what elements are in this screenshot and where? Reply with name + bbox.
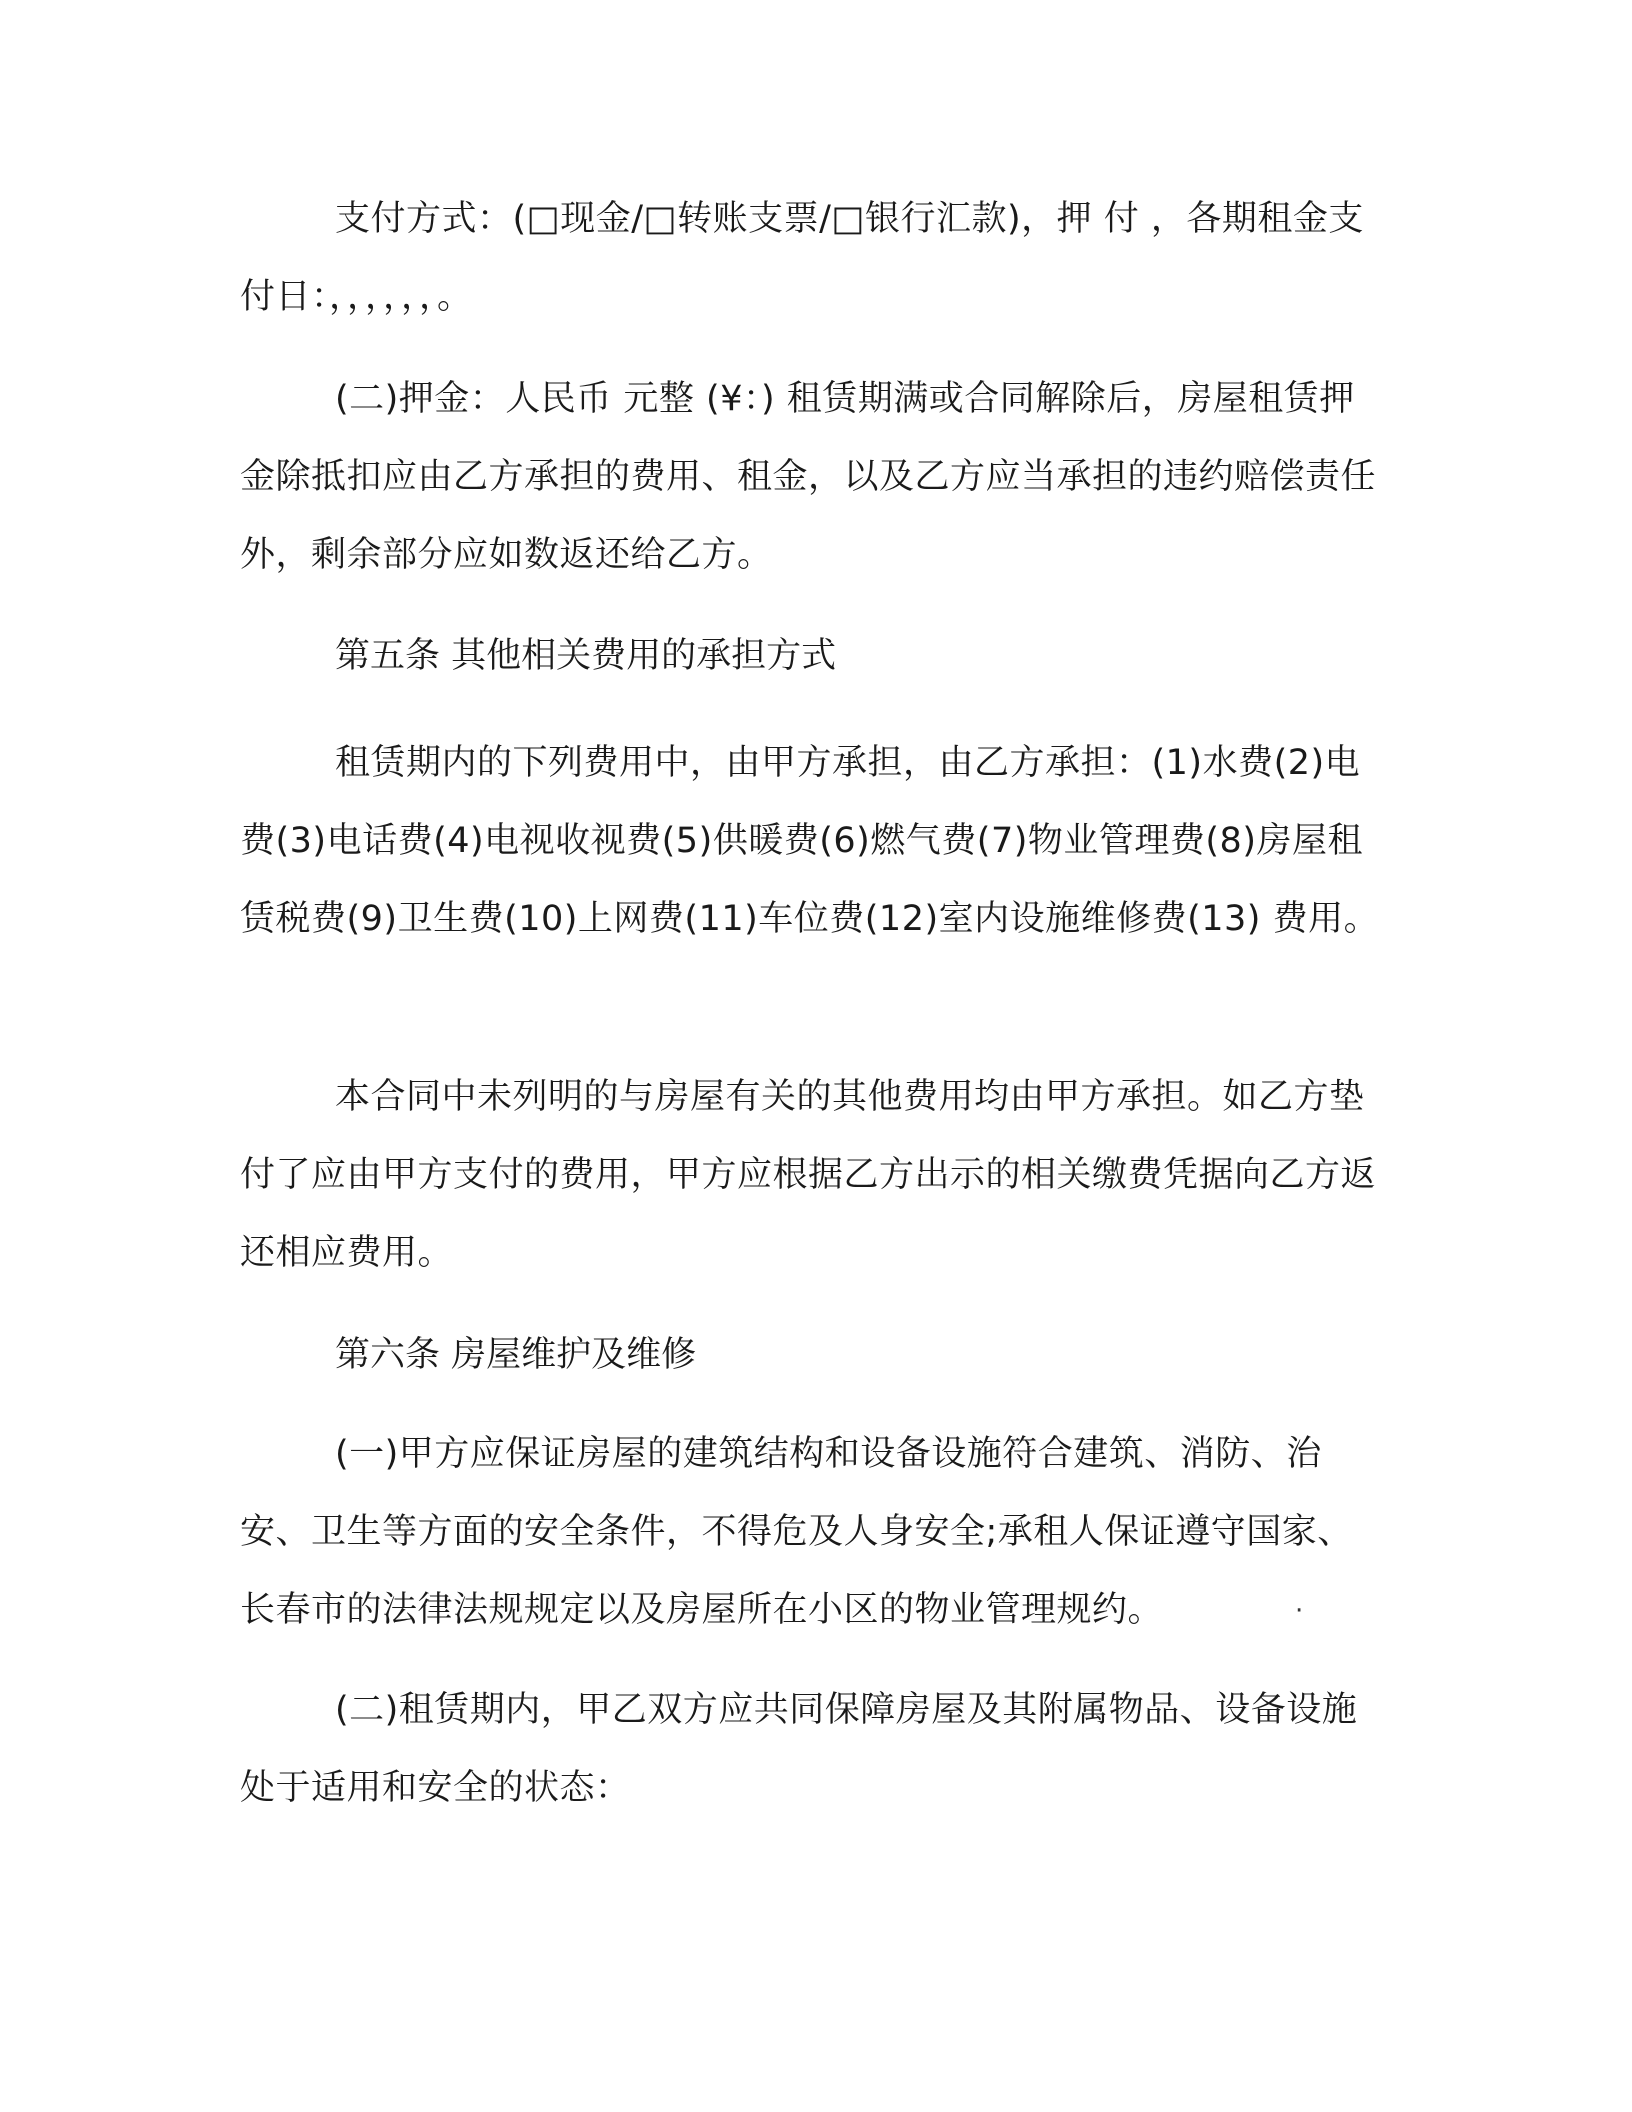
stray-mark: · [1295,1596,1304,1626]
landlord-safety-paragraph: (一)甲方应保证房屋的建筑结构和设备设施符合建筑、消防、治安、卫生等方面的安全条件，不得危及人身安全;承租人保证遵守国家、长春市的法律法规规定以及房屋所在小区的物业管理规约。 [240,1434,1353,1630]
payment-method-paragraph: 支付方式：(□现金/□转账支票/□银行汇款)，押 付 ，各期租金支付日：，，，，，，。 [240,199,1364,317]
fees-list-paragraph: 租赁期内的下列费用中，由甲方承担，由乙方承担：(1)水费(2)电费(3)电话费(4)电视收视费(5)供暖费(6)燃气费(7)物业管理费(8)房屋租赁税费(9)卫生费(10)上网费(11)车位费(12)室内设施维修费(13) 费用。 [240,743,1380,939]
other-fees-paragraph: 本合同中未列明的与房屋有关的其他费用均由甲方承担。如乙方垫付了应由甲方支付的费用，甲方应根据乙方出示的相关缴费凭据向乙方返还相应费用。 [240,1077,1377,1273]
deposit-paragraph: (二)押金：人民币 元整 (¥：) 租赁期满或合同解除后，房屋租赁押金除抵扣应由乙方承担的费用、租金，以及乙方应当承担的违约赔偿责任外，剩余部分应如数返还给乙方。 [240,379,1377,575]
joint-maintenance-paragraph: (二)租赁期内，甲乙双方应共同保障房屋及其附属物品、设备设施处于适用和安全的状态： [240,1690,1358,1808]
article-five-heading: 第五条 其他相关费用的承担方式 [335,636,837,676]
article-six-heading: 第六条 房屋维护及维修 [335,1335,697,1375]
